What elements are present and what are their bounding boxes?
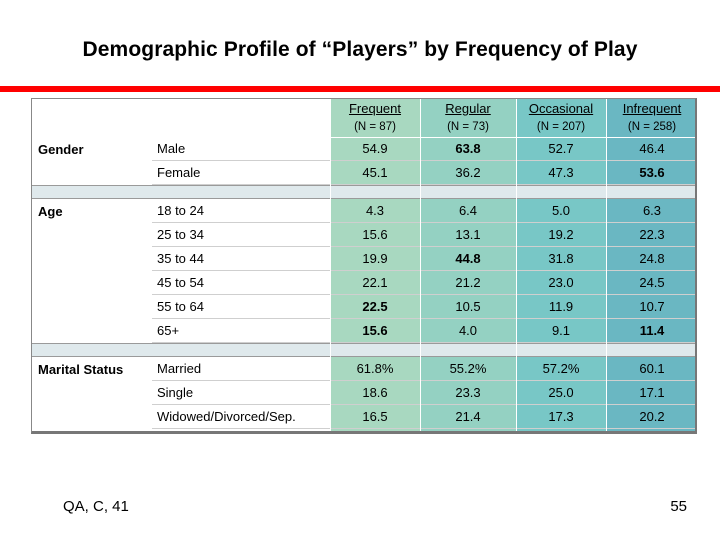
- table-cell: 57.2%: [542, 361, 580, 376]
- table-cell: 10.5: [455, 299, 481, 314]
- table-cell: 53.6: [639, 165, 665, 180]
- table-cell: 20.2: [639, 409, 665, 424]
- table-cell: 4.0: [458, 323, 478, 338]
- column-divider: [606, 99, 607, 434]
- title-rule: [0, 86, 720, 92]
- table-cell: 23.0: [548, 275, 574, 290]
- source-note: QA, C, 41: [63, 498, 129, 515]
- table-cell: 21.4: [455, 409, 481, 424]
- table-cell: 13.1: [455, 227, 481, 242]
- table-cell: 24.5: [639, 275, 665, 290]
- table-cell: 45.1: [362, 165, 388, 180]
- group-label: Age: [38, 204, 63, 219]
- table-cell: 6.4: [458, 203, 478, 218]
- row-label: Single: [157, 385, 194, 400]
- slide-title: Demographic Profile of “Players” by Frequency of Play: [82, 38, 638, 61]
- row-label: 25 to 34: [157, 227, 204, 242]
- table-cell: 9.1: [551, 323, 571, 338]
- table-cell: 22.3: [639, 227, 665, 242]
- row-label: Female: [157, 165, 201, 180]
- row-label: 35 to 44: [157, 251, 204, 266]
- table-cell: 17.1: [639, 385, 665, 400]
- table-cell: 61.8%: [356, 361, 394, 376]
- page-number: 55: [670, 498, 687, 515]
- demographic-table: [31, 98, 697, 434]
- column-header: Frequent: [348, 101, 402, 116]
- row-label: 55 to 64: [157, 299, 204, 314]
- table-cell: 23.3: [455, 385, 481, 400]
- table-cell: 10.7: [639, 299, 665, 314]
- table-cell: 21.2: [455, 275, 481, 290]
- row-label: 65+: [157, 323, 180, 338]
- column-header: Regular: [445, 101, 491, 116]
- table-cell: 11.4: [639, 323, 665, 338]
- table-cell: 15.6: [362, 227, 388, 242]
- column-header: Occasional: [528, 101, 594, 116]
- table-cell: 11.9: [548, 299, 574, 314]
- table-cell: 46.4: [639, 141, 665, 156]
- table-cell: 44.8: [455, 251, 481, 266]
- table-cell: 60.1: [639, 361, 665, 376]
- table-cell: 16.5: [362, 409, 388, 424]
- group-gap: [32, 343, 697, 357]
- table-cell: 22.5: [362, 299, 388, 314]
- table-cell: 6.3: [642, 203, 662, 218]
- row-label: 18 to 24: [157, 203, 204, 218]
- row-label: 45 to 54: [157, 275, 204, 290]
- table-cell: 18.6: [362, 385, 388, 400]
- table-cell: 4.3: [365, 203, 385, 218]
- group-label: Marital Status: [38, 362, 124, 377]
- table-cell: 47.3: [548, 165, 574, 180]
- table-cell: 55.2%: [449, 361, 487, 376]
- table-cell: 22.1: [362, 275, 388, 290]
- column-sample-size: (N = 207): [536, 121, 586, 133]
- row-label: Married: [157, 361, 202, 376]
- column-sample-size: (N = 258): [627, 121, 677, 133]
- table-cell: 52.7: [548, 141, 574, 156]
- group-gap: [32, 185, 697, 199]
- table-cell: 17.3: [548, 409, 574, 424]
- table-cell: 63.8: [455, 141, 481, 156]
- column-divider: [420, 99, 421, 434]
- table-cell: 54.9: [362, 141, 388, 156]
- table-cell: 31.8: [548, 251, 574, 266]
- column-divider: [516, 99, 517, 434]
- table-cell: 19.9: [362, 251, 388, 266]
- table-cell: 5.0: [551, 203, 571, 218]
- table-cell: 19.2: [548, 227, 574, 242]
- row-divider: [152, 428, 697, 429]
- row-label: Male: [157, 141, 186, 156]
- column-sample-size: (N = 73): [447, 121, 489, 133]
- column-header: Infrequent: [622, 101, 682, 116]
- row-label: Widowed/Divorced/Sep.: [157, 409, 296, 424]
- column-divider: [330, 99, 331, 434]
- table-cell: 36.2: [455, 165, 481, 180]
- group-label: Gender: [38, 142, 84, 157]
- table-cell: 15.6: [362, 323, 388, 338]
- table-cell: 24.8: [639, 251, 665, 266]
- table-cell: 25.0: [548, 385, 574, 400]
- column-sample-size: (N = 87): [354, 121, 396, 133]
